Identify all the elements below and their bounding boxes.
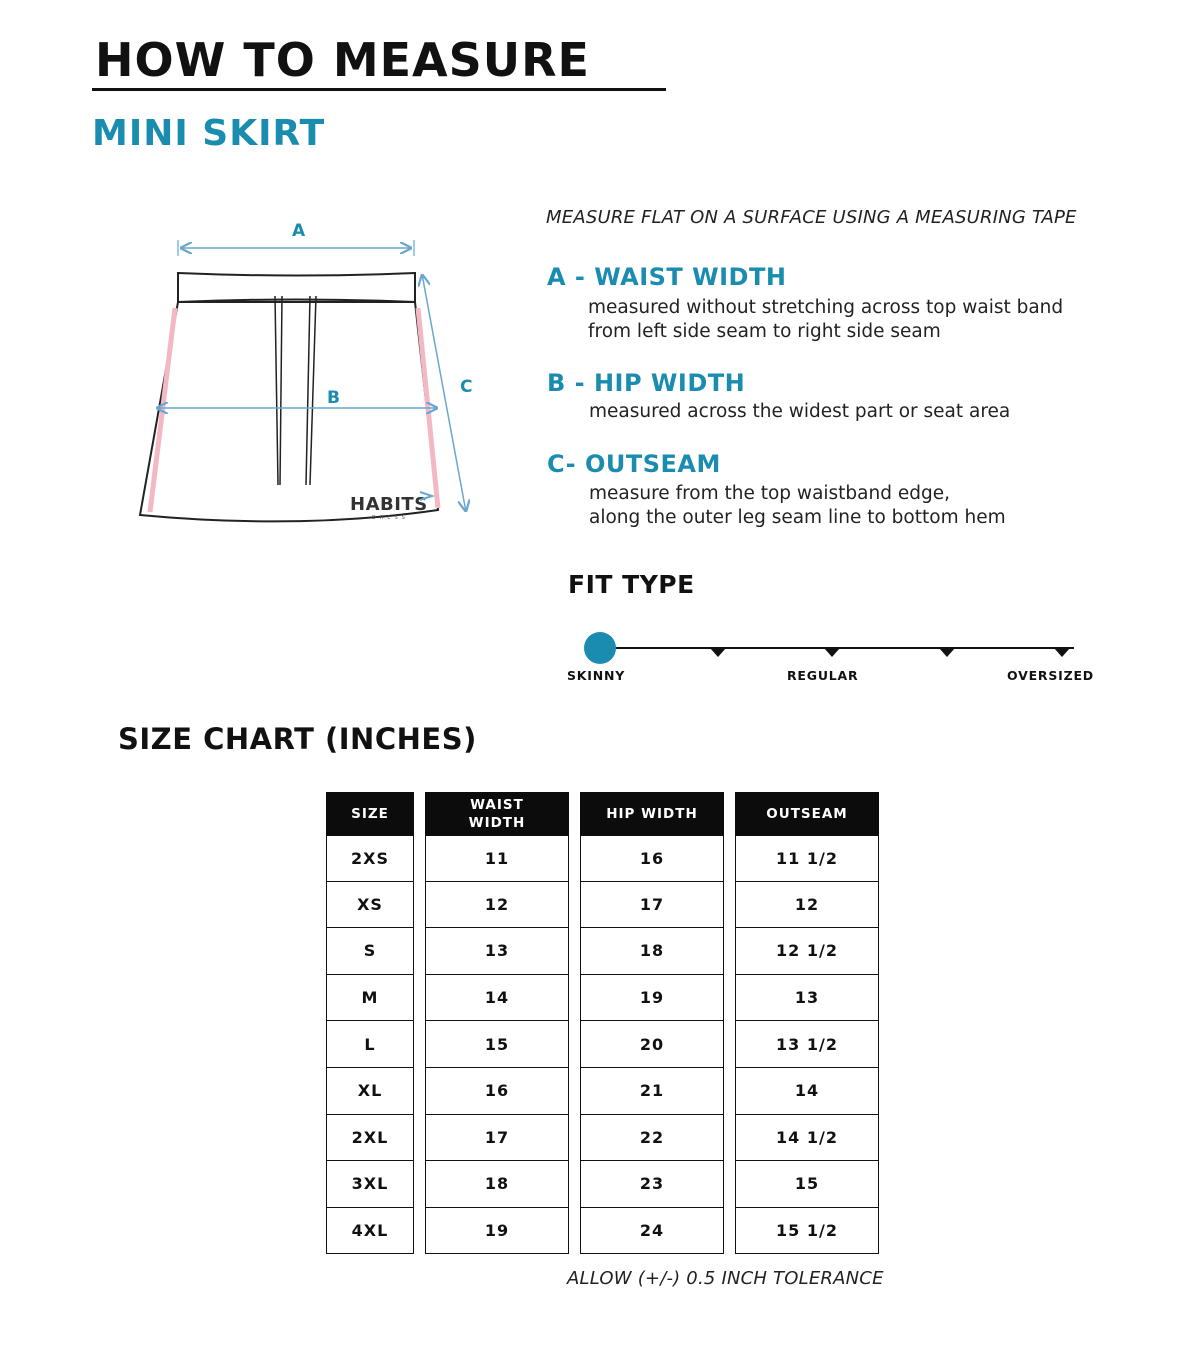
tolerance-note: ALLOW (+/-) 0.5 INCH TOLERANCE [567, 1268, 884, 1289]
outseam-desc-1: measure from the top waistband edge, [589, 483, 950, 504]
fit-type-title: FIT TYPE [568, 570, 695, 599]
fit-tick-marker [1054, 648, 1070, 657]
hip-width-column [580, 792, 724, 1254]
svg-text:HABITS: HABITS [350, 494, 428, 515]
hip-cell: 24 [580, 1208, 724, 1255]
skirt-body-outline [140, 302, 438, 521]
waist-width-desc-1: measured without stretching across top waist band [588, 297, 1064, 318]
svg-text:DRESS: DRESS [372, 515, 409, 521]
size-cell: 4XL [326, 1208, 414, 1255]
label-b: B [327, 388, 340, 408]
size-cell: XS [326, 882, 414, 929]
fit-label-skinny: SKINNY [567, 668, 626, 683]
outseam-column [735, 792, 879, 1254]
outseam-cell: 11 1/2 [735, 835, 879, 882]
hip-cell: 19 [580, 975, 724, 1022]
column-header-hip-width: HIP WIDTH [580, 792, 724, 835]
size-cell: XL [326, 1068, 414, 1115]
fit-label-oversized: OVERSIZED [1007, 668, 1094, 683]
fit-tick-marker [939, 648, 955, 657]
outseam-cell: 15 1/2 [735, 1208, 879, 1255]
hip-width-heading: B - HIP WIDTH [547, 369, 746, 397]
waist-cell: 19 [425, 1208, 569, 1255]
size-chart-title: SIZE CHART (INCHES) [118, 722, 477, 756]
fit-tick-marker [824, 648, 840, 657]
fit-selected-marker [584, 632, 616, 664]
outseam-cell: 12 [735, 882, 879, 929]
hip-cell: 20 [580, 1021, 724, 1068]
size-cell: 2XS [326, 835, 414, 882]
waist-cell: 15 [425, 1021, 569, 1068]
column-header-waist-width: WAIST WIDTH [425, 792, 569, 835]
hip-width-desc: measured across the widest part or seat area [589, 401, 1011, 422]
outseam-cell: 14 1/2 [735, 1115, 879, 1162]
waist-width-desc-2: from left side seam to right side seam [588, 321, 941, 342]
waist-cell: 11 [425, 835, 569, 882]
outseam-cell: 13 1/2 [735, 1021, 879, 1068]
waist-cell: 13 [425, 928, 569, 975]
measure-instruction: MEASURE FLAT ON A SURFACE USING A MEASURING TAPE [546, 207, 1077, 228]
skirt-diagram [120, 210, 500, 530]
fit-tick-marker [710, 648, 726, 657]
waist-width-column [425, 792, 569, 1254]
outseam-cell: 13 [735, 975, 879, 1022]
size-cell: 2XL [326, 1115, 414, 1162]
outseam-cell: 15 [735, 1161, 879, 1208]
size-cell: L [326, 1021, 414, 1068]
label-a: A [292, 221, 307, 241]
hip-cell: 21 [580, 1068, 724, 1115]
product-title: MINI SKIRT [92, 113, 326, 154]
outseam-cell: 14 [735, 1068, 879, 1115]
size-cell: S [326, 928, 414, 975]
hip-cell: 23 [580, 1161, 724, 1208]
waist-cell: 17 [425, 1115, 569, 1162]
waist-cell: 18 [425, 1161, 569, 1208]
title-underline [92, 88, 666, 91]
waist-cell: 14 [425, 975, 569, 1022]
outseam-cell: 12 1/2 [735, 928, 879, 975]
hip-cell: 18 [580, 928, 724, 975]
waist-cell: 16 [425, 1068, 569, 1115]
skirt-waistband [178, 273, 415, 302]
size-cell: M [326, 975, 414, 1022]
fit-label-regular: REGULAR [787, 668, 859, 683]
hip-cell: 16 [580, 835, 724, 882]
column-header-size: SIZE [326, 792, 414, 835]
waist-width-heading: A - WAIST WIDTH [547, 263, 787, 291]
hip-cell: 17 [580, 882, 724, 929]
page-title: HOW TO MEASURE [95, 33, 590, 87]
column-header-outseam: OUTSEAM [735, 792, 879, 835]
hip-cell: 22 [580, 1115, 724, 1162]
waist-cell: 12 [425, 882, 569, 929]
label-c: C [460, 377, 473, 397]
outseam-heading: C- OUTSEAM [547, 450, 721, 478]
size-cell: 3XL [326, 1161, 414, 1208]
size-column [326, 792, 414, 1254]
outseam-desc-2: along the outer leg seam line to bottom hem [589, 507, 1006, 528]
